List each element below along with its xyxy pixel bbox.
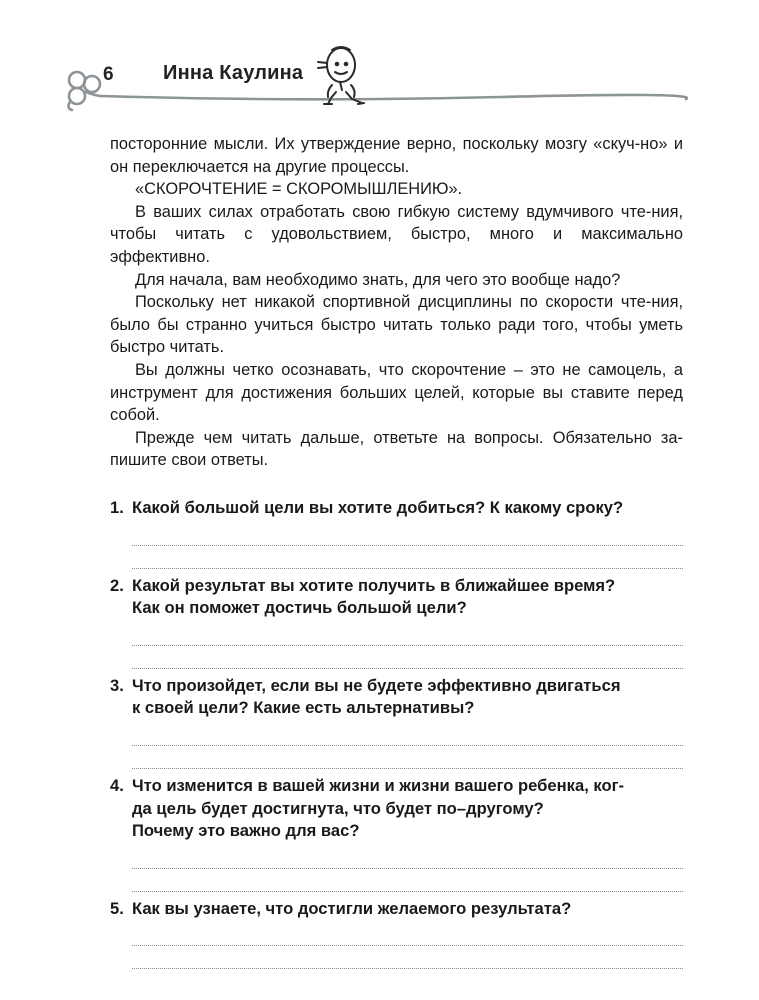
question-text	[132, 675, 683, 720]
question-text	[132, 898, 683, 921]
answer-line[interactable]	[132, 523, 683, 546]
answer-line[interactable]	[132, 746, 683, 769]
paragraph: Для начала, вам необходимо знать, для чего это вообще надо?	[135, 270, 621, 289]
answer-line[interactable]	[132, 846, 683, 869]
sitting-stick-figure-icon	[318, 47, 364, 104]
question-line: Какой результат вы хотите получить в ближайшее время?	[132, 575, 616, 595]
question-line: Что произойдет, если вы не будете эффективно двигаться	[132, 675, 621, 695]
question-item	[110, 898, 683, 970]
paragraph: Прежде чем читать дальше, ответьте на вопросы. Обязательно за-пишите свои ответы.	[110, 428, 683, 470]
page-header	[0, 0, 759, 120]
question-line: Что изменится в вашей жизни и жизни вашего ребенка, ког-	[132, 775, 625, 795]
question-number: 1.	[110, 498, 124, 517]
question-line: к своей цели? Какие есть альтернативы?	[132, 698, 475, 718]
clover-swirl-icon	[68, 72, 100, 110]
paragraph: Вы должны четко осознавать, что скорочтение – это не самоцель, а инструмент для достижения больших целей, которые вы ставите перед собой.	[110, 360, 683, 425]
answer-area[interactable]	[132, 920, 683, 969]
answer-line[interactable]	[132, 623, 683, 646]
paragraph: В ваших силах отработать свою гибкую систему вдумчивого чте-ния, чтобы читать с удовольствием, быстро, много и максимально эффективно.	[110, 202, 683, 266]
question-text	[132, 497, 683, 520]
question-item	[110, 675, 683, 769]
paragraph: посторонние мысли. Их утверждение верно, поскольку мозгу «скуч-но» и он переключается на другие процессы.	[110, 135, 683, 176]
question-line: Какой большой цели вы хотите добиться? К какому сроку?	[132, 498, 624, 517]
page-number: 6	[103, 64, 114, 85]
answer-line[interactable]	[132, 646, 683, 669]
question-text	[132, 575, 683, 620]
question-number: 2.	[110, 575, 124, 595]
answer-line[interactable]	[132, 923, 683, 946]
body-text	[110, 133, 683, 472]
author-name: Инна Каулина	[163, 62, 304, 84]
answer-line[interactable]	[132, 946, 683, 969]
answer-line[interactable]	[132, 546, 683, 569]
answer-line[interactable]	[132, 869, 683, 892]
paragraph: Поскольку нет никакой спортивной дисциплины по скорости чте-ния, было бы странно учиться быстро читать только ради того, чтобы уметь быстро читать.	[110, 293, 683, 357]
questions-list	[110, 497, 683, 975]
question-line: Как он поможет достичь большой цели?	[132, 598, 467, 618]
header-rule	[0, 0, 759, 120]
question-item	[110, 575, 683, 669]
question-line: Как вы узнаете, что достигли желаемого результата?	[132, 898, 572, 918]
question-number: 5.	[110, 898, 124, 918]
question-item	[110, 775, 683, 892]
answer-area[interactable]	[132, 620, 683, 669]
question-text	[132, 775, 683, 843]
question-item	[110, 497, 683, 569]
paragraph: «СКОРОЧТЕНИЕ = СКОРОМЫШЛЕНИЮ».	[135, 180, 463, 199]
question-number: 3.	[110, 675, 124, 695]
answer-area[interactable]	[132, 720, 683, 769]
answer-line[interactable]	[132, 723, 683, 746]
question-number: 4.	[110, 775, 124, 795]
question-line: Почему это важно для вас?	[132, 821, 360, 841]
answer-area[interactable]	[132, 843, 683, 892]
answer-area[interactable]	[132, 520, 683, 569]
question-line: да цель будет достигнута, что будет по–другому?	[132, 798, 544, 818]
